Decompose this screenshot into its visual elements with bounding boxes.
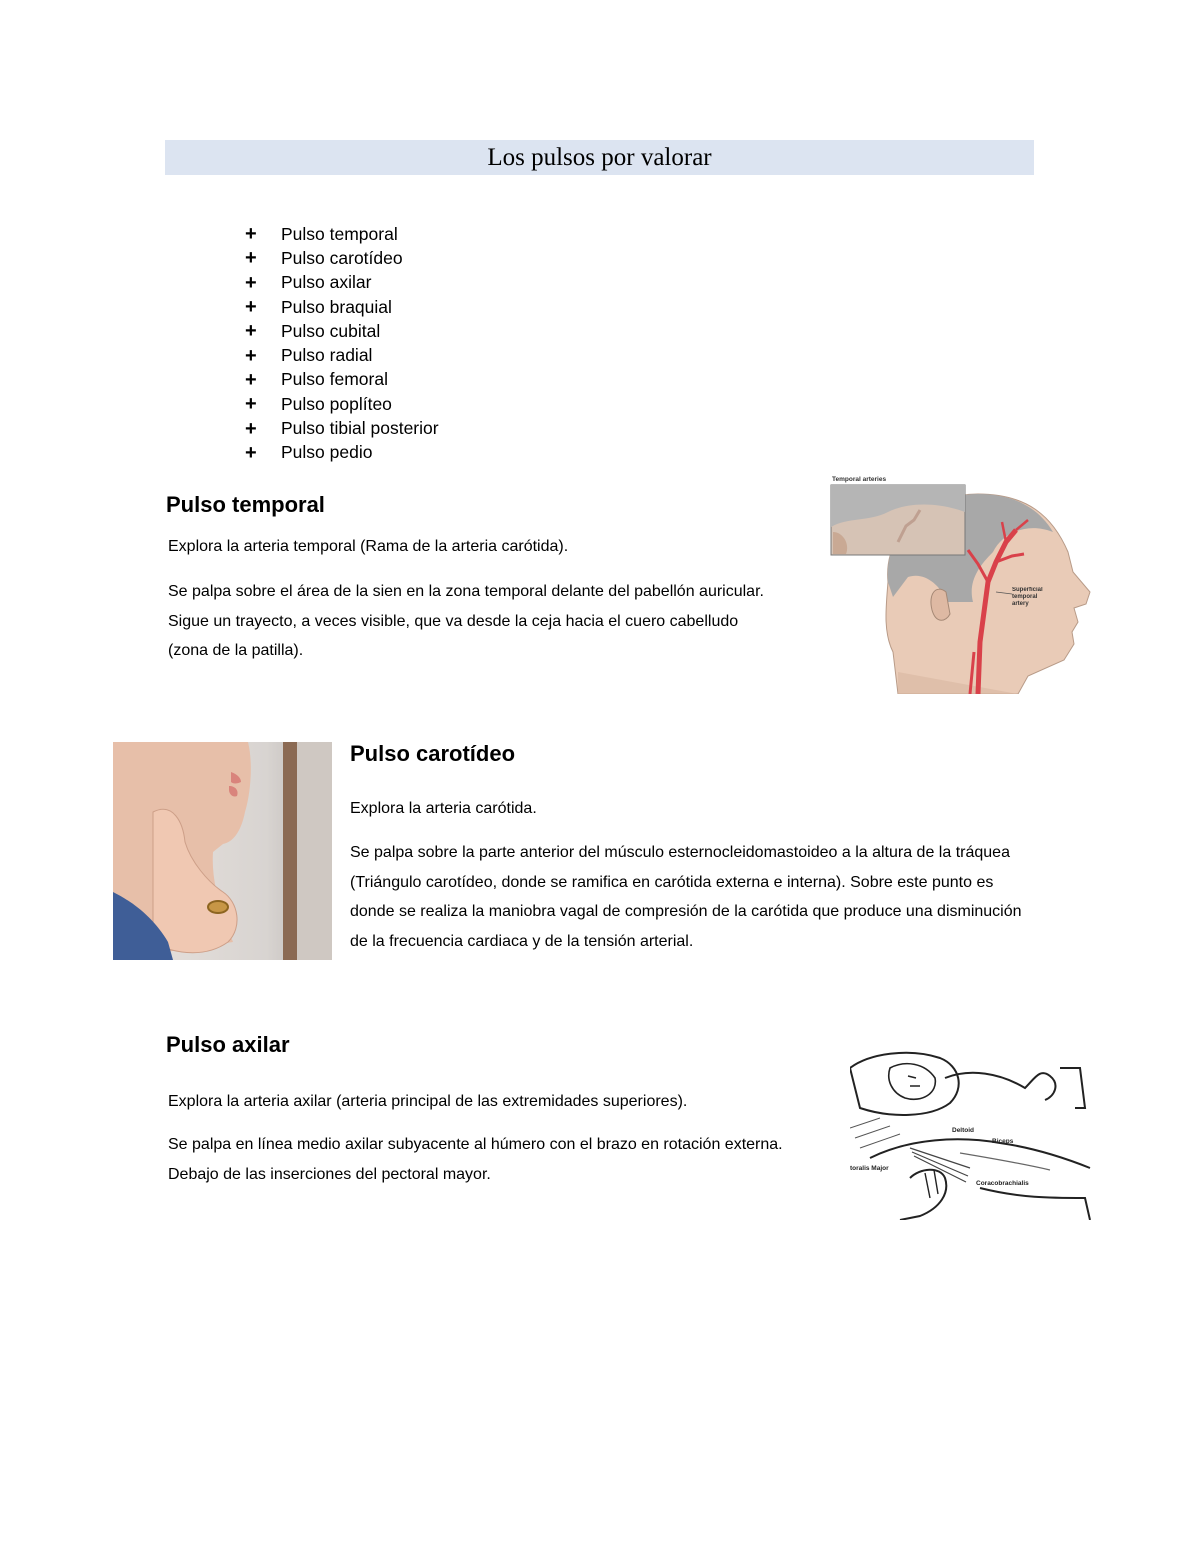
- axillary-pulse-illustration: [850, 1048, 1092, 1220]
- title-bar: [165, 140, 1034, 175]
- plus-bullet-icon: +: [245, 441, 257, 464]
- section-heading-axilar: Pulso axilar: [166, 1032, 290, 1057]
- list-item: + Pulso radial: [245, 344, 373, 367]
- plus-bullet-icon: +: [245, 296, 257, 319]
- plus-bullet-icon: +: [245, 344, 257, 367]
- figure-label-deltoid: Deltoid: [952, 1127, 975, 1134]
- plus-bullet-icon: +: [245, 368, 257, 391]
- list-item: + Pulso cubital: [245, 320, 381, 343]
- section-heading-carotideo: Pulso carotídeo: [350, 741, 516, 766]
- figure-label-biceps: Biceps: [992, 1138, 1014, 1145]
- section-heading-temporal: Pulso temporal: [166, 492, 325, 517]
- list-item: + Pulso poplíteo: [245, 393, 392, 416]
- figure-label-temporal-arteries: Temporal arteries: [832, 476, 887, 483]
- figure-label-pectoralis-major: toralis Major: [850, 1165, 889, 1172]
- plus-bullet-icon: +: [245, 393, 257, 416]
- plus-bullet-icon: +: [245, 271, 257, 294]
- list-item: + Pulso temporal: [245, 223, 398, 246]
- list-item: + Pulso carotídeo: [245, 247, 403, 270]
- page-title: Los pulsos por valorar: [487, 143, 712, 171]
- axilar-intro: Explora la arteria axilar (arteria principal de las extremidades superiores).: [168, 1093, 688, 1110]
- temporal-artery-illustration: [828, 472, 1100, 694]
- plus-bullet-icon: +: [245, 320, 257, 343]
- plus-bullet-icon: +: [245, 417, 257, 440]
- carotideo-description: Se palpa sobre la parte anterior del músculo esternocleidomastoideo a la altura de la tráquea (Triángulo carotídeo, donde se ramifica en carótida externa e interna). Sobre este punto es donde se realiza la maniobra vagal de compresión de la carótida que produce una disminución de la frecuencia cardiaca y de la tensión arterial.: [350, 844, 1022, 950]
- list-item: + Pulso tibial posterior: [245, 417, 439, 440]
- temporal-intro: Explora la arteria temporal (Rama de la arteria carótida).: [168, 538, 569, 555]
- carotid-pulse-photo: [113, 742, 332, 960]
- list-item: + Pulso pedio: [245, 441, 373, 464]
- plus-bullet-icon: +: [245, 223, 257, 246]
- figure-label-coracobrachialis: Coracobrachialis: [976, 1180, 1029, 1187]
- carotideo-intro: Explora la arteria carótida.: [350, 800, 537, 817]
- list-item: + Pulso femoral: [245, 368, 388, 391]
- list-item: + Pulso axilar: [245, 271, 372, 294]
- axilar-description: Se palpa en línea medio axilar subyacente al húmero con el brazo en rotación externa. Debajo de las inserciones del pectoral mayor.: [168, 1136, 783, 1183]
- list-item: + Pulso braquial: [245, 296, 392, 319]
- plus-bullet-icon: +: [245, 247, 257, 270]
- temporal-description: Se palpa sobre el área de la sien en la zona temporal delante del pabellón auricular. Sigue un trayecto, a veces visible, que va desde la ceja hacia el cuero cabelludo (zona de la patilla).: [168, 583, 764, 659]
- pulse-list: [245, 222, 439, 465]
- figure-label-superficial-temporal-artery: Superficial temporal artery: [1012, 587, 1043, 607]
